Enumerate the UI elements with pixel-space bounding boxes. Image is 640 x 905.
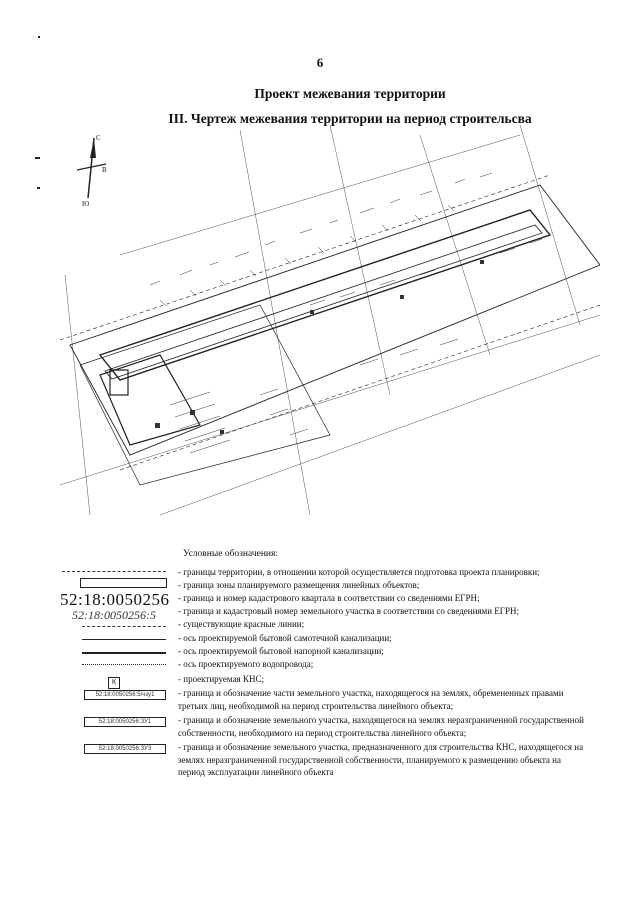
legend-item: - граница и обозначение части земельного участка, находящегося на землях, обремененных правами третьих лиц, необходимой на период строительства линейного объекта; (178, 688, 564, 711)
legend-item: - ось проектируемой бытовой напорной канализации; (178, 646, 384, 656)
linear-object-zone-inner (105, 225, 542, 379)
legend-item: - граница зоны планируемого размещения линейных объектов; (178, 580, 420, 590)
part-plot-symbol: 52:18:0050256:5/чзу1 (84, 690, 166, 700)
kns-icon: К (108, 677, 120, 689)
page-title: Проект межевания территории (254, 86, 446, 101)
legend-item: - существующие красные линии; (178, 619, 305, 629)
cadastral-plot-symbol: 52:18:0050256:5 (72, 608, 156, 622)
legend-item: - граница и кадастровый номер земельного участка в соответствии со сведениями ЕГРН; (178, 606, 520, 616)
legend-title: Условные обозначения: (183, 549, 279, 559)
gravity-sewer-symbol (82, 639, 166, 640)
page-number: 6 (316, 55, 324, 70)
linear-object-zone (100, 210, 550, 380)
legend-item: - граница и номер кадастрового квартала в соответствии со сведениями ЕГРН; (178, 593, 480, 603)
territory-boundary (70, 185, 600, 455)
kns-site (110, 370, 128, 395)
red-line-symbol (82, 626, 166, 627)
compass-south-label: Ю (82, 200, 90, 208)
page-subtitle: III. Чертеж межевания территории на период строительсва (168, 111, 532, 126)
red-line-2 (120, 305, 600, 470)
territory-boundary-symbol (62, 571, 166, 572)
legend-item: - ось проектируемого водопровода; (178, 659, 314, 669)
scan-mark (37, 187, 40, 189)
water-pipe-symbol (82, 664, 166, 665)
legend-item: - проектируемая КНС; (178, 674, 264, 684)
zone-boundary-symbol (80, 578, 167, 588)
legend-item: - ось проектируемой бытовой самотечной канализации; (178, 633, 392, 643)
compass-north-label: С (96, 134, 101, 142)
scan-mark (35, 157, 40, 159)
cadastral-quarter-symbol: 52:18:0050256 (60, 590, 170, 609)
legend-item: - граница и обозначение земельного участка, находящегося на землях неразграниченной государственной собственности, необходимого на период строительства линейного объекта; (178, 715, 584, 738)
territory-survey-drawing (60, 125, 600, 530)
plot-zu3-symbol: 52:18:0050256:ЗУ3 (84, 744, 166, 754)
compass-east-label: В (102, 166, 107, 174)
scan-mark (38, 36, 40, 38)
legend-item: - границы территории, в отношении которой осуществляется подготовка проекта планировки; (178, 567, 540, 577)
plot-zu1-symbol: 52:18:0050256:ЗУ1 (84, 717, 166, 727)
pressure-sewer-symbol (82, 652, 166, 654)
legend-item: - граница и обозначение земельного участка, предназначенного для строительства КНС, находящегося на землях неразграниченной государственной собственности, планируемого к размещению объекта на период эксплуатации линейного объекта (178, 742, 584, 777)
